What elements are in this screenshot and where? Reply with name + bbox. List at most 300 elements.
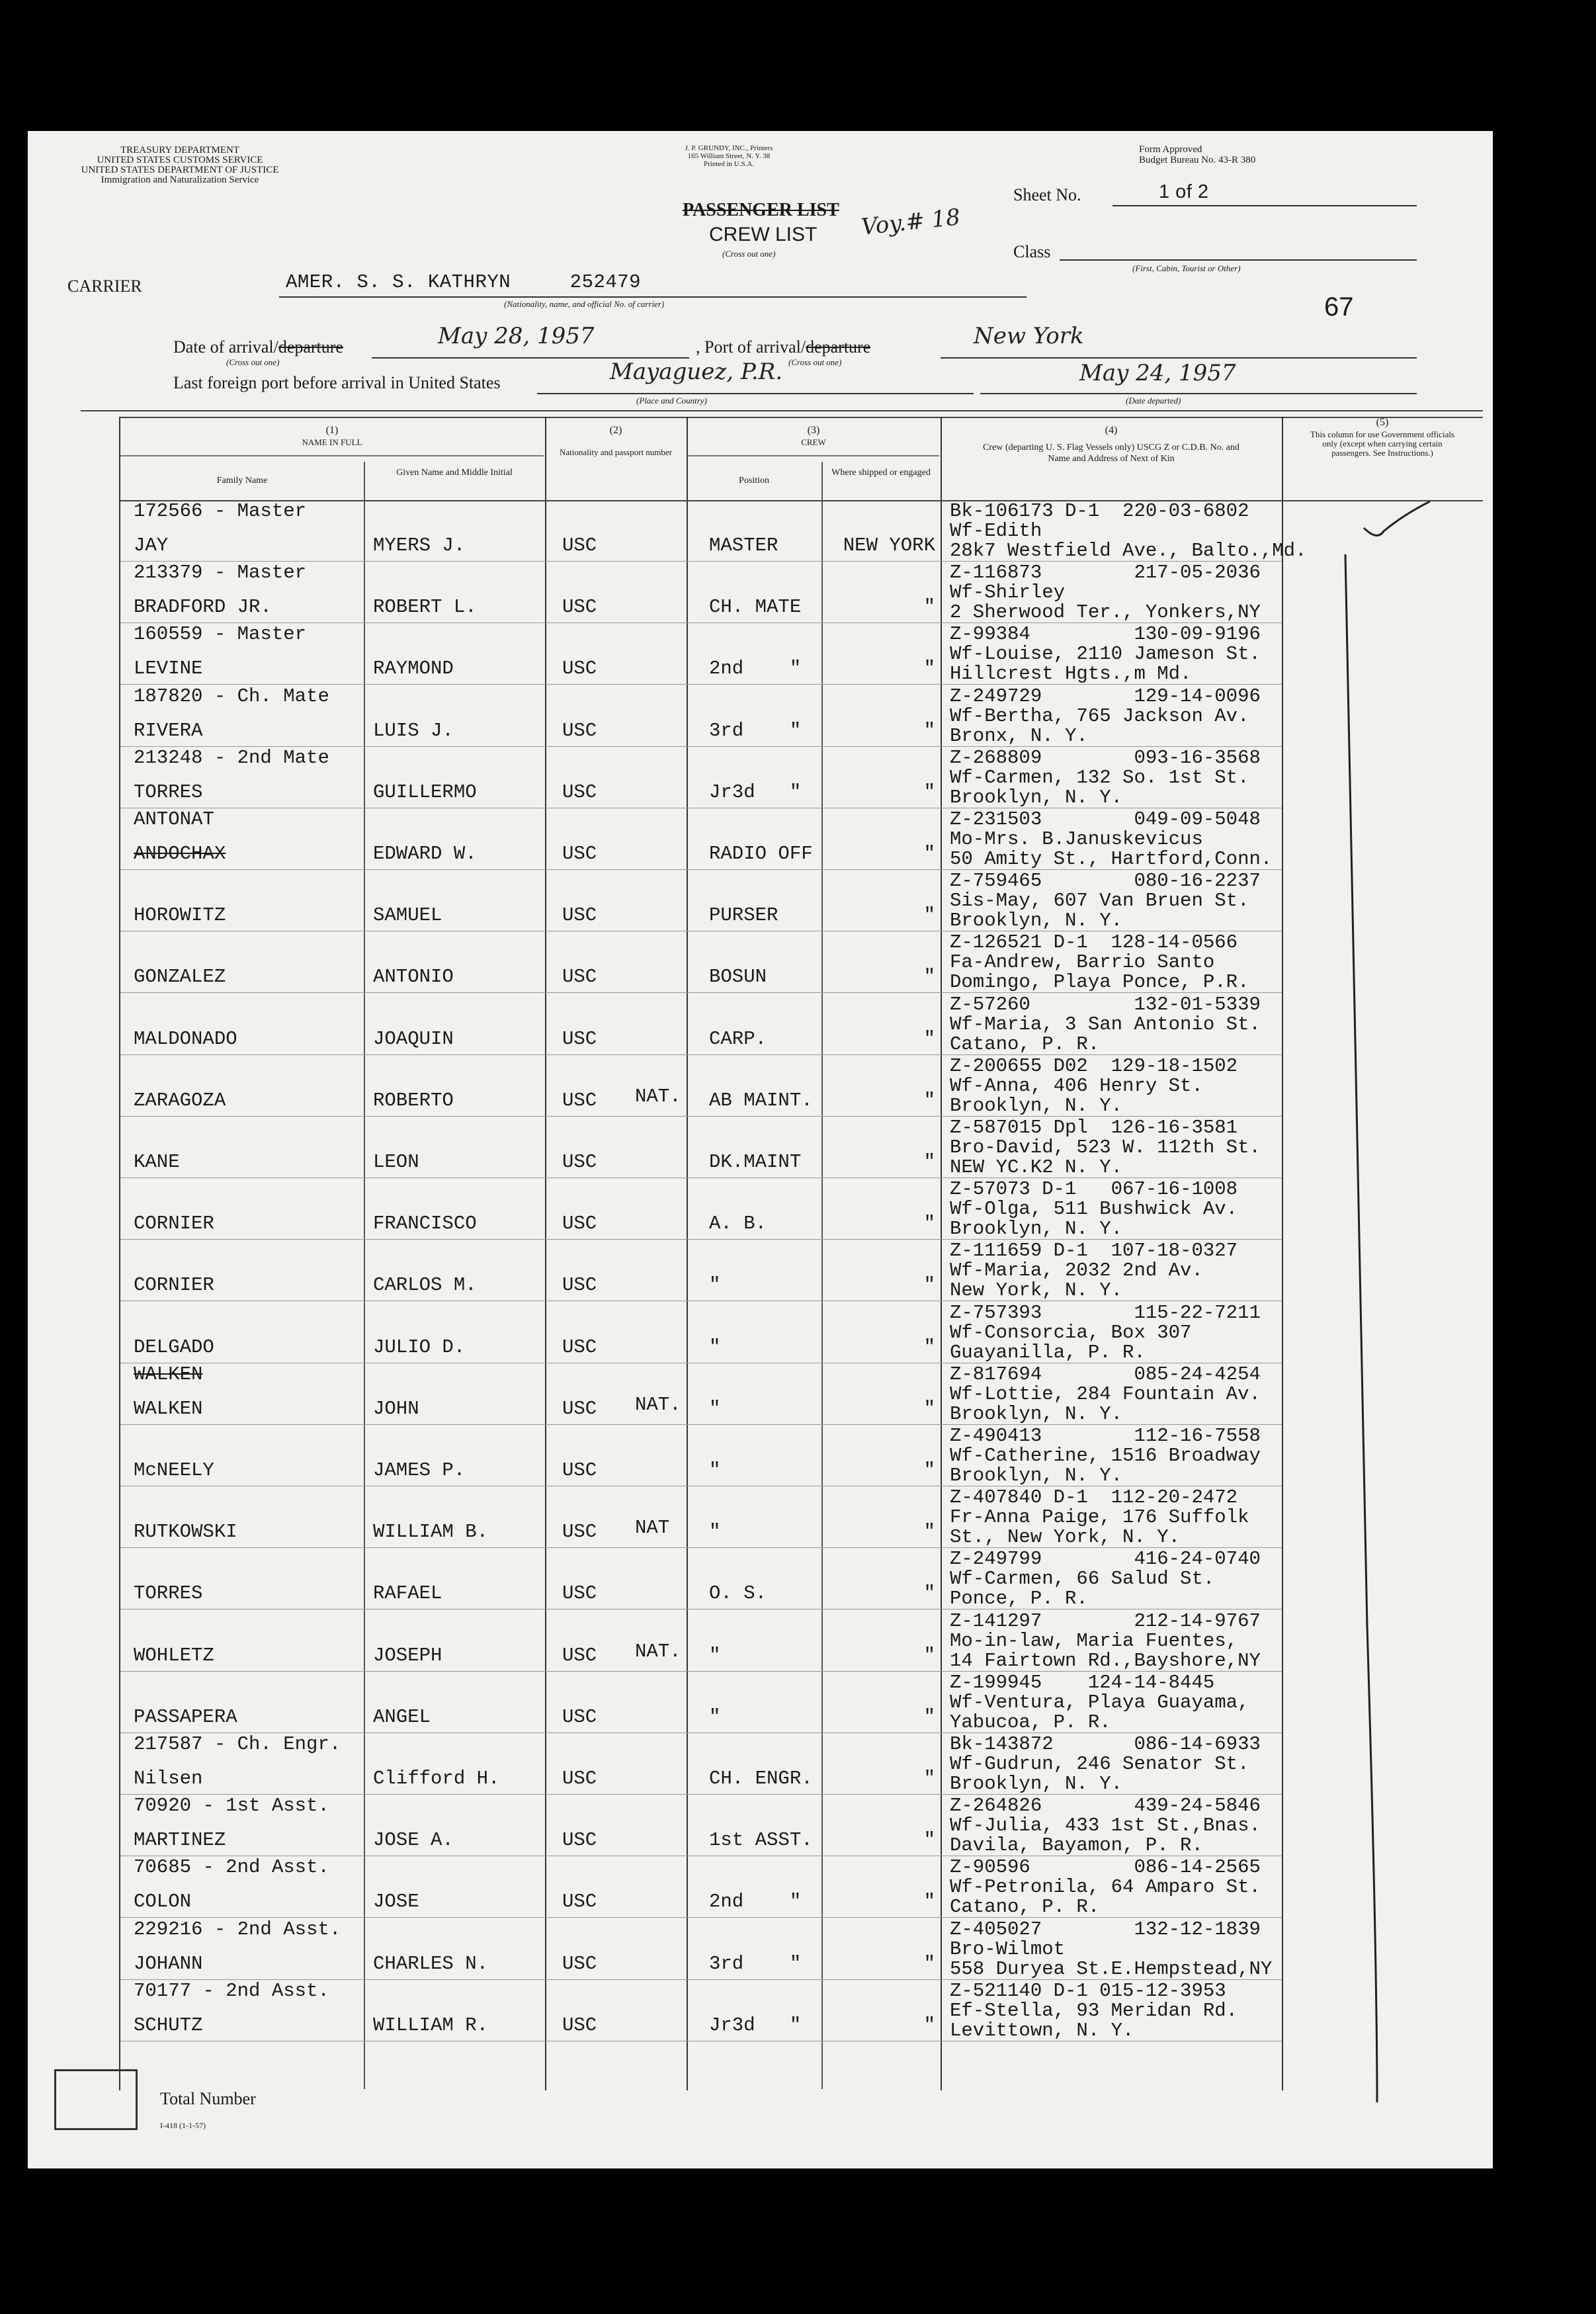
- given-name: JOHN: [373, 1397, 419, 1420]
- carrier-note: (Nationality, name, and official No. of carrier): [504, 299, 665, 309]
- crew-list-form: [28, 131, 1493, 2168]
- nationality: USC: [562, 1397, 597, 1420]
- verification-check-icon: [1284, 501, 1483, 2122]
- kin-line: Z-757393 115-22-7211: [950, 1301, 1261, 1324]
- nationality: USC: [562, 1459, 597, 1481]
- col3-num: (3): [807, 425, 820, 436]
- given-name: JOSE: [373, 1891, 419, 1913]
- position: A. B.: [709, 1213, 767, 1235]
- position: O. S.: [709, 1582, 767, 1605]
- nationality: USC: [562, 966, 597, 988]
- position: ": [709, 1274, 721, 1297]
- passenger-list-struck: PASSENGER LIST: [683, 200, 839, 220]
- shipped-at: ": [923, 904, 935, 927]
- arrival-cross-note: (Cross out one): [226, 357, 280, 367]
- kin-line: Wf-Gudrun, 246 Senator St.: [950, 1753, 1249, 1775]
- kin-line: Z-126521 D-1 128-14-0566: [950, 931, 1238, 954]
- given-name: WILLIAM B.: [373, 1521, 489, 1543]
- kin-line: Wf-Julia, 433 1st St.,Bnas.: [950, 1815, 1261, 1837]
- kin-line: Brooklyn, N. Y.: [950, 1218, 1123, 1240]
- nationality: USC: [562, 719, 597, 742]
- kin-line: Ponce, P. R.: [950, 1588, 1088, 1610]
- kin-line: Bk-143872 086-14-6933: [950, 1733, 1261, 1755]
- kin-line: Z-200655 D02 129-18-1502: [950, 1054, 1238, 1077]
- table-row: [28, 1055, 1493, 1117]
- given-name: MYERS J.: [373, 535, 466, 556]
- kin-line: Z-490413 112-16-7558: [950, 1425, 1261, 1447]
- kin-line: Z-521140 D-1 015-12-3953: [950, 1979, 1226, 2002]
- table-row: [28, 562, 1493, 623]
- table-row: [28, 1672, 1493, 1733]
- nationality: USC: [562, 1151, 597, 1173]
- kin-line: New York, N. Y.: [950, 1279, 1123, 1302]
- kin-line: Z-407840 D-1 112-20-2472: [950, 1486, 1238, 1509]
- table-row: [28, 500, 1493, 562]
- last-port-label: Last foreign port before arrival in United States: [173, 373, 501, 392]
- kin-line: Z-111659 D-1 107-18-0327: [950, 1240, 1238, 1262]
- shipped-at: ": [923, 1336, 935, 1358]
- table-row: [28, 1178, 1493, 1240]
- position: ": [709, 1459, 721, 1481]
- family-name: HOROWITZ: [134, 904, 226, 927]
- carrier-label: CARRIER: [67, 277, 142, 296]
- given-name: EDWARD W.: [373, 843, 477, 865]
- given-name: LUIS J.: [373, 719, 454, 742]
- kin-line: Brooklyn, N. Y.: [950, 910, 1123, 932]
- kin-line: Fr-Anna Paige, 176 Suffolk: [950, 1506, 1249, 1529]
- col4-title: Crew (departing U. S. Flag Vessels only) USCG Z or C.D.B. No. and Name and Address of Next of Kin: [983, 443, 1239, 464]
- port-departure-struck: departure: [806, 337, 871, 357]
- kin-line: Wf-Petronila, 64 Amparo St.: [950, 1876, 1261, 1899]
- table-row: [28, 1117, 1493, 1178]
- kin-line: Z-57260 132-01-5339: [950, 993, 1261, 1015]
- table-row: [28, 1980, 1493, 2041]
- shipped-at: ": [923, 1582, 935, 1605]
- voyage-note: Voy.# 18: [860, 204, 962, 241]
- kin-line: Z-116873 217-05-2036: [950, 562, 1261, 584]
- table-row: [28, 1918, 1493, 1980]
- kin-line: Wf-Consorcia, Box 307: [950, 1321, 1192, 1344]
- kin-line: Z-199945 124-14-8445: [950, 1671, 1215, 1693]
- given-name: JULIO D.: [373, 1336, 466, 1358]
- kin-line: 28k7 Westfield Ave., Balto.,Md.: [950, 540, 1307, 562]
- kin-line: Hillcrest Hgts.,m Md.: [950, 663, 1192, 685]
- shipped-at: ": [923, 843, 935, 865]
- kin-line: Wf-Catherine, 1516 Broadway: [950, 1445, 1261, 1467]
- family-name: PASSAPERA: [134, 1705, 237, 1728]
- kin-line: Z-141297 212-14-9767: [950, 1609, 1261, 1632]
- family-name: TORRES: [134, 781, 203, 803]
- kin-line: Bro-David, 523 W. 112th St.: [950, 1136, 1261, 1158]
- nationality: USC: [562, 596, 597, 619]
- table-row: [28, 623, 1493, 685]
- table-row: [28, 808, 1493, 870]
- port-label: [696, 337, 870, 357]
- given-name: Clifford H.: [373, 1768, 500, 1789]
- title-note: (Cross out one): [722, 249, 776, 259]
- shipped-at: ": [923, 1459, 935, 1481]
- kin-line: Z-405027 132-12-1839: [950, 1918, 1261, 1940]
- kin-line: Catano, P. R.: [950, 1896, 1100, 1918]
- position: MASTER: [709, 535, 778, 556]
- shipped-at: ": [923, 1274, 935, 1297]
- family-name: ANDOCHAX: [134, 843, 226, 865]
- nationality: USC: [562, 1027, 597, 1050]
- table-row: [28, 1302, 1493, 1363]
- position: RADIO OFF: [709, 843, 813, 865]
- nationality: USC: [562, 1213, 597, 1235]
- col1-num: (1): [325, 425, 339, 436]
- family-name: Nilsen: [134, 1768, 203, 1789]
- kin-line: St., New York, N. Y.: [950, 1526, 1181, 1549]
- seaman-number: 217587 - Ch. Engr.: [134, 1733, 341, 1755]
- given-name-header: Given Name and Middle Initial: [396, 468, 513, 478]
- col2-title: Nationality and passport number: [559, 447, 673, 457]
- nationality: USC: [562, 1829, 597, 1852]
- given-name: WILLIAM R.: [373, 2014, 489, 2036]
- nationality: USC: [562, 658, 597, 680]
- kin-line: Z-817694 085-24-4254: [950, 1363, 1261, 1385]
- agency-line: Immigration and Naturalization Service: [101, 175, 259, 185]
- seaman-number: ANTONAT: [134, 808, 214, 830]
- kin-line: Z-231503 049-09-5048: [950, 808, 1261, 830]
- agency-block: [67, 146, 292, 185]
- col3-title: CREW: [801, 437, 826, 447]
- kin-line: Wf-Louise, 2110 Jameson St.: [950, 643, 1261, 665]
- position: ": [709, 1644, 721, 1666]
- kin-line: 50 Amity St., Hartford,Conn.: [950, 848, 1273, 870]
- arrival-label: [173, 337, 343, 357]
- col5-header: [1283, 417, 1482, 458]
- arrival-label-text: Date of arrival/: [173, 337, 278, 357]
- kin-line: 2 Sherwood Ter., Yonkers,NY: [950, 601, 1261, 624]
- col2-header: [546, 425, 685, 457]
- crew-list-title: CREW LIST: [709, 224, 818, 245]
- position: 3rd ": [709, 1952, 802, 1975]
- family-name: BRADFORD JR.: [134, 596, 272, 619]
- family-name: GONZALEZ: [134, 966, 226, 988]
- agency-line: UNITED STATES DEPARTMENT OF JUSTICE: [81, 165, 279, 175]
- nationality: USC: [562, 843, 597, 865]
- nationality-extra: NAT.: [635, 1640, 681, 1662]
- kin-line: Mo-Mrs. B.Januskevicus: [950, 828, 1203, 850]
- col4-num: (4): [1105, 425, 1118, 436]
- table-row: [28, 1486, 1493, 1548]
- kin-line: Wf-Maria, 3 San Antonio St.: [950, 1013, 1261, 1035]
- form-line: Budget Bureau No. 43-R 380: [1139, 155, 1256, 165]
- sheet-value: 1 of 2: [1159, 181, 1209, 202]
- shipped-at: ": [923, 1397, 935, 1420]
- col3-header: [688, 425, 939, 449]
- kin-line: Fa-Andrew, Barrio Santo: [950, 951, 1215, 974]
- shipped-at: ": [923, 1213, 935, 1235]
- given-name: LEON: [373, 1151, 419, 1173]
- form-line: Form Approved: [1139, 144, 1202, 155]
- family-name: CORNIER: [134, 1274, 214, 1297]
- nationality-extra: NAT.: [635, 1085, 681, 1107]
- seaman-number: 187820 - Ch. Mate: [134, 685, 329, 707]
- shipped-at: ": [923, 1644, 935, 1666]
- position: 2nd ": [709, 1891, 802, 1913]
- kin-line: Catano, P. R.: [950, 1033, 1100, 1055]
- nationality: USC: [562, 781, 597, 803]
- arrival-date: May 28, 1957: [438, 323, 595, 349]
- kin-line: Yabucoa, P. R.: [950, 1711, 1111, 1733]
- kin-line: Z-249799 416-24-0740: [950, 1548, 1261, 1570]
- shipped-header: Where shipped or engaged: [831, 468, 931, 478]
- col5-num: (5): [1376, 417, 1389, 428]
- sheet-label: Sheet No.: [1013, 185, 1081, 204]
- kin-line: Bk-106173 D-1 220-03-6802: [950, 500, 1249, 522]
- position: Jr3d ": [709, 2014, 802, 2036]
- class-label: Class: [1013, 242, 1051, 261]
- seaman-number: 70920 - 1st Asst.: [134, 1795, 329, 1817]
- family-name: RUTKOWSKI: [134, 1521, 237, 1543]
- table-row: [28, 994, 1493, 1055]
- seaman-number: 70685 - 2nd Asst.: [134, 1856, 329, 1879]
- position: CH. MATE: [709, 596, 802, 619]
- given-name: ANTONIO: [373, 966, 454, 988]
- agency-line: TREASURY DEPARTMENT: [120, 145, 240, 155]
- shipped-at: ": [923, 966, 935, 988]
- table-row: [28, 870, 1493, 931]
- nationality: USC: [562, 1521, 597, 1543]
- departed-value: May 24, 1957: [1079, 360, 1236, 386]
- table-row: [28, 1240, 1493, 1301]
- given-name: FRANCISCO: [373, 1213, 477, 1235]
- shipped-at: ": [923, 781, 935, 803]
- kin-line: Z-99384 130-09-9196: [950, 623, 1261, 646]
- last-port-value: Mayaguez, P.R.: [610, 359, 783, 385]
- col1-header: [120, 425, 544, 449]
- family-name-header: Family Name: [216, 476, 268, 486]
- nationality-extra: NAT: [635, 1517, 670, 1539]
- family-name: TORRES: [134, 1582, 203, 1605]
- place-note: (Place and Country): [636, 396, 707, 406]
- table-row: [28, 1363, 1493, 1425]
- position: 3rd ": [709, 719, 802, 742]
- kin-line: Brooklyn, N. Y.: [950, 1094, 1123, 1117]
- departed-note: (Date departed): [1126, 396, 1181, 406]
- nationality-extra: NAT.: [635, 1393, 681, 1416]
- family-name: LEVINE: [134, 658, 203, 680]
- position: 2nd ": [709, 658, 802, 680]
- kin-line: Wf-Olga, 511 Bushwick Av.: [950, 1198, 1238, 1221]
- family-name: McNEELY: [134, 1459, 214, 1481]
- position: PURSER: [709, 904, 778, 927]
- family-name: KANE: [134, 1151, 180, 1173]
- nationality: USC: [562, 1582, 597, 1605]
- printer-line: J. P. GRUNDY, INC., Printers: [685, 144, 773, 152]
- table-row: [28, 1733, 1493, 1795]
- position: 1st ASST.: [709, 1829, 813, 1852]
- kin-line: Wf-Maria, 2032 2nd Av.: [950, 1260, 1203, 1282]
- shipped-at: ": [923, 719, 935, 742]
- kin-line: Levittown, N. Y.: [950, 2019, 1134, 2041]
- kin-line: Z-759465 080-16-2237: [950, 870, 1261, 892]
- kin-line: Z-57073 D-1 067-16-1008: [950, 1178, 1238, 1201]
- shipped-at: NEW YORK: [843, 535, 935, 556]
- position: ": [709, 1521, 721, 1543]
- family-name: JOHANN: [134, 1952, 203, 1975]
- given-name: GUILLERMO: [373, 781, 477, 803]
- page-number: 67: [1324, 292, 1354, 321]
- shipped-at: ": [923, 1089, 935, 1111]
- nationality: USC: [562, 904, 597, 927]
- position: ": [709, 1397, 721, 1420]
- kin-line: Brooklyn, N. Y.: [950, 1402, 1123, 1425]
- given-name: JAMES P.: [373, 1459, 466, 1481]
- port-label-text: , Port of arrival/: [696, 337, 806, 357]
- port-cross-note: (Cross out one): [788, 357, 842, 367]
- given-name: SAMUEL: [373, 904, 442, 927]
- kin-line: 558 Duryea St.E.Hempstead,NY: [950, 1957, 1273, 1980]
- family-name: COLON: [134, 1891, 192, 1913]
- position: CARP.: [709, 1027, 767, 1050]
- shipped-at: ": [923, 658, 935, 680]
- table-row: [28, 1425, 1493, 1486]
- given-name: JOAQUIN: [373, 1027, 454, 1050]
- kin-line: Brooklyn, N. Y.: [950, 1465, 1123, 1486]
- kin-line: Wf-Ventura, Playa Guayama,: [950, 1691, 1249, 1713]
- form-approval: [1139, 144, 1255, 165]
- kin-line: Brooklyn, N. Y.: [950, 786, 1123, 808]
- nationality: USC: [562, 1705, 597, 1728]
- nationality: USC: [562, 1952, 597, 1975]
- seaman-number: 70177 - 2nd Asst.: [134, 1979, 329, 2002]
- kin-line: Davila, Bayamon, P. R.: [950, 1834, 1203, 1857]
- kin-line: Brooklyn, N. Y.: [950, 1773, 1123, 1795]
- nationality: USC: [562, 2014, 597, 2036]
- printer-line: 165 William Street, N. Y. 38: [687, 152, 771, 160]
- kin-line: Ef-Stella, 93 Meridan Rd.: [950, 1999, 1238, 2022]
- family-name: WOHLETZ: [134, 1644, 214, 1666]
- nationality: USC: [562, 1336, 597, 1358]
- kin-line: Wf-Carmen, 132 So. 1st St.: [950, 766, 1249, 789]
- departure-struck: departure: [278, 337, 343, 357]
- shipped-at: ": [923, 1151, 935, 1173]
- col4-header: [942, 425, 1281, 464]
- nationality: USC: [562, 1891, 597, 1913]
- position-header: Position: [739, 476, 769, 486]
- position: ": [709, 1705, 721, 1728]
- seaman-number: 229216 - 2nd Asst.: [134, 1918, 341, 1940]
- table-row: [28, 1795, 1493, 1856]
- family-name: MALDONADO: [134, 1027, 237, 1050]
- given-name: JOSEPH: [373, 1644, 442, 1666]
- form-code: I-418 (1-1-57): [160, 2121, 206, 2130]
- kin-line: Wf-Shirley: [950, 581, 1066, 604]
- family-name: CORNIER: [134, 1213, 214, 1235]
- given-name: CARLOS M.: [373, 1274, 477, 1297]
- table-row: [28, 747, 1493, 808]
- given-name: ROBERT L.: [373, 596, 477, 619]
- kin-line: Bronx, N. Y.: [950, 724, 1088, 747]
- given-name: ROBERTO: [373, 1089, 454, 1111]
- col5-title: This column for use Government officials only (except when carrying certain passengers. See Instructions.): [1310, 429, 1455, 458]
- port-value: New York: [974, 323, 1084, 349]
- printer-block: [663, 144, 795, 168]
- kin-line: Z-268809 093-16-3568: [950, 746, 1261, 769]
- printer-line: Printed in U.S.A.: [703, 160, 755, 168]
- family-name: SCHUTZ: [134, 2014, 203, 2036]
- family-name: JAY: [134, 535, 169, 556]
- kin-line: Wf-Bertha, 765 Jackson Av.: [950, 705, 1249, 727]
- nationality: USC: [562, 1768, 597, 1789]
- position: AB MAINT.: [709, 1089, 813, 1111]
- kin-line: Sis-May, 607 Van Bruen St.: [950, 890, 1249, 912]
- carrier-value: AMER. S. S. KATHRYN 252479: [286, 271, 642, 293]
- kin-line: Wf-Lottie, 284 Fountain Av.: [950, 1383, 1261, 1405]
- shipped-at: ": [923, 596, 935, 619]
- agency-line: UNITED STATES CUSTOMS SERVICE: [97, 155, 263, 165]
- col2-num: (2): [609, 425, 622, 436]
- nationality: USC: [562, 1274, 597, 1297]
- kin-line: Guayanilla, P. R.: [950, 1341, 1146, 1363]
- given-name: ANGEL: [373, 1705, 431, 1728]
- total-number-label: Total Number: [160, 2089, 256, 2108]
- shipped-at: ": [923, 1891, 935, 1913]
- seaman-number: 213248 - 2nd Mate: [134, 746, 329, 769]
- shipped-at: ": [923, 1027, 935, 1050]
- nationality: USC: [562, 1089, 597, 1111]
- table-row: [28, 931, 1493, 993]
- nationality: USC: [562, 535, 597, 556]
- col1-title: NAME IN FULL: [302, 437, 362, 447]
- kin-line: Bro-Wilmot: [950, 1938, 1066, 1960]
- class-note: (First, Cabin, Tourist or Other): [1132, 263, 1241, 273]
- nationality: USC: [562, 1644, 597, 1666]
- kin-line: Z-90596 086-14-2565: [950, 1856, 1261, 1879]
- kin-line: NEW YC.K2 N. Y.: [950, 1156, 1123, 1178]
- given-name: JOSE A.: [373, 1829, 454, 1852]
- total-number-box: [54, 2069, 138, 2130]
- shipped-at: ": [923, 1768, 935, 1789]
- kin-line: Mo-in-law, Maria Fuentes,: [950, 1629, 1238, 1652]
- seaman-number: 213379 - Master: [134, 562, 307, 584]
- kin-line: Z-264826 439-24-5846: [950, 1795, 1261, 1817]
- kin-line: Wf-Edith: [950, 520, 1042, 542]
- family-name: MARTINEZ: [134, 1829, 226, 1852]
- kin-line: 14 Fairtown Rd.,Bayshore,NY: [950, 1649, 1261, 1672]
- kin-line: Wf-Anna, 406 Henry St.: [950, 1074, 1203, 1097]
- kin-line: Z-587015 Dpl 126-16-3581: [950, 1117, 1238, 1138]
- shipped-at: ": [923, 1952, 935, 1975]
- shipped-at: ": [923, 1829, 935, 1852]
- kin-line: Wf-Carmen, 66 Salud St.: [950, 1568, 1215, 1590]
- shipped-at: ": [923, 1705, 935, 1728]
- family-name: WALKEN: [134, 1397, 203, 1420]
- shipped-at: ": [923, 2014, 935, 2036]
- family-name: ZARAGOZA: [134, 1089, 226, 1111]
- kin-line: Z-249729 129-14-0096: [950, 685, 1261, 707]
- kin-line: Domingo, Playa Ponce, P.R.: [950, 971, 1249, 994]
- position: CH. ENGR.: [709, 1768, 813, 1789]
- given-name: RAYMOND: [373, 658, 454, 680]
- table-row: [28, 685, 1493, 747]
- given-name: RAFAEL: [373, 1582, 442, 1605]
- position: DK.MAINT: [709, 1151, 802, 1173]
- position: ": [709, 1336, 721, 1358]
- seaman-number: 160559 - Master: [134, 623, 307, 646]
- position: BOSUN: [709, 966, 767, 988]
- family-name: RIVERA: [134, 719, 203, 742]
- family-name: DELGADO: [134, 1336, 214, 1358]
- shipped-at: ": [923, 1521, 935, 1543]
- table-row: [28, 1548, 1493, 1609]
- seaman-number: WALKEN: [134, 1363, 203, 1385]
- position: Jr3d ": [709, 781, 802, 803]
